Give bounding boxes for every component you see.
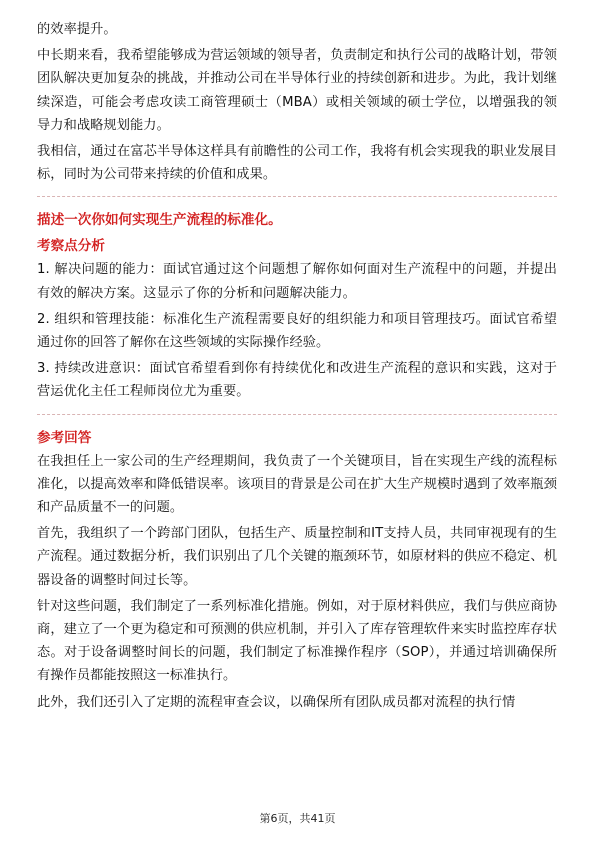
- answer-paragraph-4: 此外，我们还引入了定期的流程审查会议，以确保所有团队成员都对流程的执行情: [37, 694, 516, 710]
- answer-heading: 参考回答: [37, 429, 92, 446]
- analysis-heading: 考察点分析: [37, 238, 105, 255]
- analysis-item-3: 3. 持续改进意识：面试官希望看到你有持续优化和改进生产流程的意识和实践，这对于营运优化主任工程师岗位尤为重要。: [37, 361, 557, 400]
- analysis-item-2: 2. 组织和管理技能：标准化生产流程需要良好的组织能力和项目管理技巧。面试官希望通过你的回答了解你在这些领域的实际操作经验。: [37, 311, 557, 351]
- intro-paragraph-2: 中长期来看，我希望能够成为营运领域的领导者，负责制定和执行公司的战略计划，带领团队解决更加复杂的挑战，并推动公司在半导体行业的持续创新和进步。为此，我计划继续深造，可能会考虑攻读工商管理硕士（MBA）或相关领域的硕士学位，以增强我的领导力和战略规划能力。: [37, 48, 557, 133]
- section-divider: [37, 196, 557, 197]
- page-footer: 第6页，共41页: [259, 812, 336, 825]
- section-divider: [37, 414, 557, 415]
- intro-paragraph-1: 的效率提升。: [37, 22, 117, 37]
- question-title: 描述一次你如何实现生产流程的标准化。: [37, 212, 282, 229]
- answer-paragraph-3: 针对这些问题，我们制定了一系列标准化措施。例如，对于原材料供应，我们与供应商协商，建立了一个更为稳定和可预测的供应机制，并引入了库存管理软件来实时监控库存状态。对于设备调整时间长的问题，我们制定了标准操作程序（SOP），并通过培训确保所有操作员都能按照这一标准执行。: [37, 598, 557, 684]
- answer-paragraph-2: 首先，我组织了一个跨部门团队，包括生产、质量控制和IT支持人员，共同审视现有的生产流程。通过数据分析，我们识别出了几个关键的瓶颈环节，如原材料的供应不稳定、机器设备的调整时间过长等。: [37, 526, 557, 588]
- intro-paragraph-3: 我相信，通过在富芯半导体这样具有前瞻性的公司工作，我将有机会实现我的职业发展目标，同时为公司带来持续的价值和成果。: [37, 144, 557, 183]
- page-content: [37, 18, 557, 717]
- answer-paragraph-1: 在我担任上一家公司的生产经理期间，我负责了一个关键项目，旨在实现生产线的流程标准化，以提高效率和降低错误率。该项目的背景是公司在扩大生产规模时遇到了效率瓶颈和产品质量不一的问题。: [37, 453, 557, 516]
- analysis-item-1: 1. 解决问题的能力：面试官通过这个问题想了解你如何面对生产流程中的问题，并提出有效的解决方案。这显示了你的分析和问题解决能力。: [37, 262, 557, 301]
